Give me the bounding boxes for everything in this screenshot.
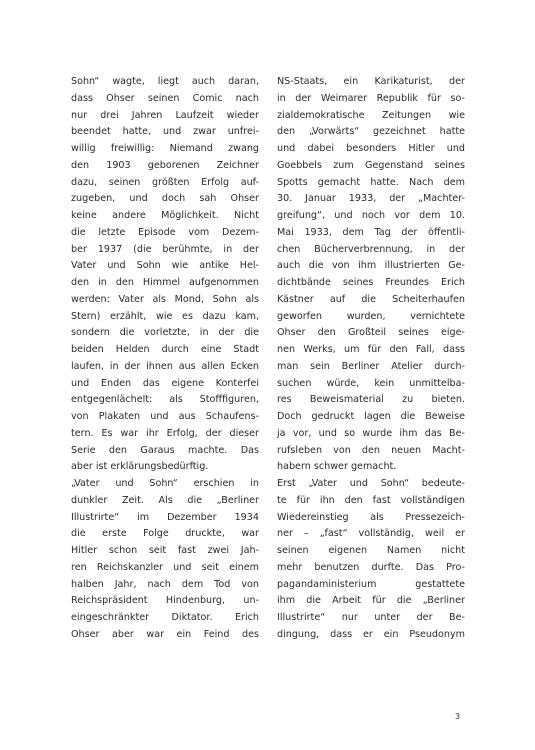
text-line: Kästner auf die Scheiterhaufen: [277, 293, 465, 305]
text-line: sondern die vorletzte, in der die: [71, 327, 259, 339]
text-line: dazu, seinen größten Erfolg auf-: [71, 176, 259, 188]
text-line: die erste Folge druckte, war: [71, 528, 259, 540]
text-line: die letzte Episode vom Dezem-: [71, 226, 259, 238]
text-line: Illustrirte“ nur unter der Be-: [277, 612, 465, 623]
text-line: laufen, in der ihnen aus allen Ecken: [71, 360, 259, 372]
text-line: auch die von ihm illustrierten Ge-: [277, 260, 465, 272]
text-line: aber ist erklärungsbedürftig.: [71, 461, 209, 473]
text-line: res Beweismaterial zu bieten.: [277, 394, 465, 406]
text-line: Stern) erzählt, wie es dazu kam,: [71, 310, 259, 322]
text-line: den „Vorwärts“ gezeichnet hatte: [277, 126, 465, 138]
text-line: willig freiwillig: Niemand zwang: [71, 143, 259, 154]
page-number: 3: [455, 712, 461, 721]
text-line: werden: Vater als Mond, Sohn als: [71, 293, 259, 305]
text-line: geworfen wurden, vernichtete: [277, 310, 465, 322]
text-line: den in den Himmel aufgenommen: [71, 277, 259, 288]
text-line: dass Ohser seinen Comic nach: [71, 92, 259, 104]
text-line: keine andere Möglichkeit. Nicht: [71, 210, 259, 221]
text-line: in der Weimarer Republik für so-: [277, 92, 465, 104]
text-line: eingeschränkter Diktator. Erich: [71, 612, 259, 623]
text-line: Wiedereinstieg als Pressezeich-: [277, 511, 465, 523]
text-line: greifung“, und noch vor dem 10.: [277, 210, 465, 221]
text-line: seinen eigenen Namen nicht: [277, 545, 465, 556]
text-column-left: [71, 74, 259, 644]
text-line: dichtbände seines Freundes Erich: [277, 277, 465, 288]
text-line: mehr benutzen durfte. Das Pro-: [277, 561, 465, 573]
text-line: „Vater und Sohn“ erschien in: [71, 478, 259, 489]
text-line: pagandaministerium gestattete: [277, 578, 465, 590]
text-column-right: [277, 74, 465, 644]
text-line: ren Reichskanzler und seit einem: [71, 561, 259, 573]
text-line: ber 1937 (die berühmte, in der: [71, 243, 259, 255]
text-line: Goebbels zum Gegenstand seines: [277, 159, 465, 171]
text-line: dingung, dass er ein Pseudonym: [277, 628, 465, 640]
text-line: ner – „fast“ vollständig, weil er: [277, 528, 465, 540]
text-line: zialdemokratische Zeitungen wie: [277, 109, 465, 121]
text-line: Reichspräsident Hindenburg, un-: [71, 595, 259, 607]
text-line: NS-Staats, ein Karikaturist, der: [277, 76, 465, 87]
text-line: nen Werks, um für den Fall, dass: [277, 344, 465, 355]
text-line: Mai 1933, dem Tag der öffentli-: [277, 226, 465, 238]
text-line: entgegenlächelt: als Stofffiguren,: [71, 394, 259, 406]
text-line: Ohser aber war ein Feind des: [71, 628, 259, 640]
text-line: chen Bücherverbrennung, in der: [277, 243, 465, 255]
text-line: tern. Es war ihr Erfolg, der dieser: [71, 427, 259, 439]
text-line: Erst „Vater und Sohn“ bedeute-: [277, 478, 465, 489]
text-line: suchen würde, kein unmittelba-: [277, 377, 465, 389]
text-line: dunkler Zeit. Als die „Berliner: [71, 494, 259, 506]
text-line: zugeben, und doch sah Ohser: [71, 193, 259, 205]
text-line: man sein Berliner Atelier durch-: [277, 360, 465, 372]
text-line: Ohser den Großteil seines eige-: [277, 327, 465, 339]
text-line: rufsleben von den neuen Macht-: [277, 444, 465, 456]
text-line: te für ihn den fast vollständigen: [277, 494, 465, 506]
text-line: Sohn“ wagte, liegt auch daran,: [71, 76, 259, 87]
text-line: ja vor, und so wurde ihm das Be-: [277, 427, 465, 439]
text-line: Serie den Garaus machte. Das: [71, 444, 259, 456]
text-line: Doch gedruckt lagen die Beweise: [277, 411, 465, 422]
text-line: Spotts gemacht hatte. Nach dem: [277, 176, 465, 188]
text-line: Hitler schon seit fast zwei Jah-: [71, 545, 259, 556]
text-line: Vater und Sohn wie antike Hel-: [71, 260, 259, 272]
text-line: beendet hatte, und zwar unfrei-: [71, 126, 259, 138]
text-line: ihm die Arbeit für die „Berliner: [277, 595, 465, 607]
text-line: 30. Januar 1933, der „Machter-: [277, 193, 465, 205]
text-line: halben Jahr, nach dem Tod von: [71, 578, 259, 590]
text-line: und Enden das eigene Konterfei: [71, 377, 259, 389]
text-line: den 1903 geborenen Zeichner: [71, 159, 259, 171]
text-line: Illustrirte“ im Dezember 1934: [71, 511, 259, 523]
text-line: von Plakaten und aus Schaufens-: [71, 411, 259, 422]
text-line: und dabei besonders Hitler und: [277, 143, 465, 154]
text-line: nur drei Jahren Laufzeit wieder: [71, 109, 259, 121]
text-line: beiden Helden durch eine Stadt: [71, 344, 259, 355]
text-line: habern schwer gemacht.: [277, 461, 397, 473]
